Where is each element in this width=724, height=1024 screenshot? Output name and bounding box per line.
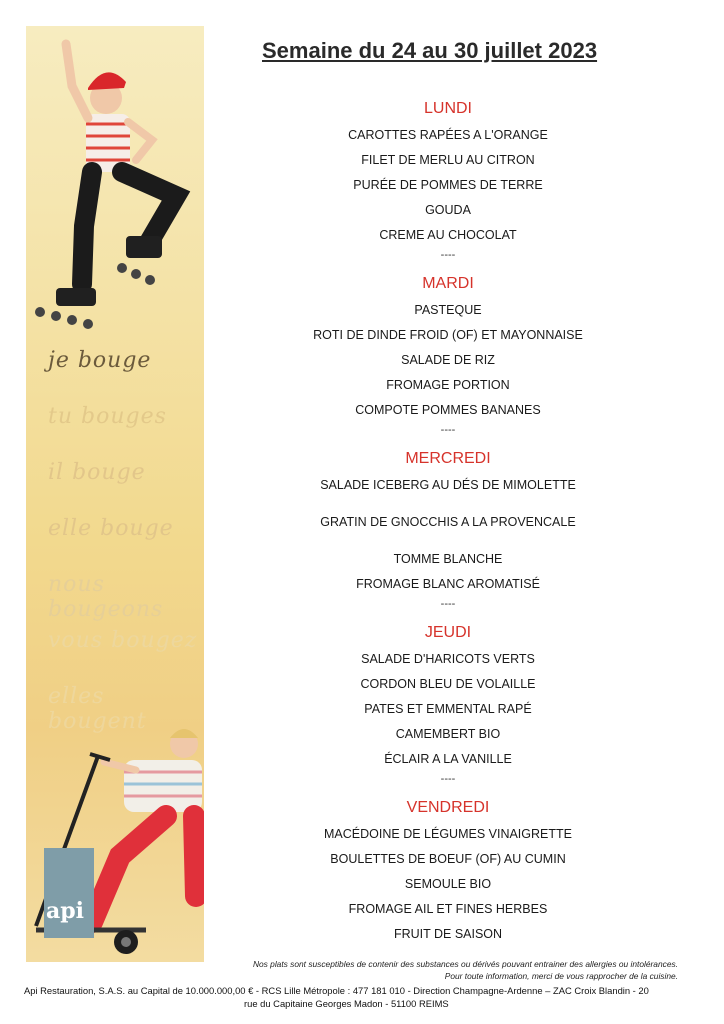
footer-line: rue du Capitaine Georges Madon - 51100 REIMS [244, 998, 449, 1009]
dish: FROMAGE AIL ET FINES HERBES [348, 902, 548, 916]
dish: SEMOULE BIO [404, 877, 492, 891]
script-text: tu bouges [48, 404, 167, 429]
day-separator: ---- [440, 598, 456, 610]
day-friday [272, 797, 624, 948]
decorative-banner [26, 26, 204, 962]
dish: PATES ET EMMENTAL RAPÉ [364, 702, 532, 716]
dish: FRUIT DE SAISON [393, 927, 503, 941]
day-thursday [272, 622, 624, 791]
page-title: Semaine du 24 au 30 juillet 2023 [262, 38, 598, 63]
company-footer [24, 984, 704, 1010]
dish: CORDON BLEU DE VOLAILLE [360, 677, 536, 691]
logo-text: api [46, 898, 84, 924]
dish: COMPOTE POMMES BANANES [355, 403, 541, 417]
dish: GOUDA [425, 203, 471, 217]
day-tuesday [272, 273, 624, 442]
allergy-disclaimer [198, 958, 678, 982]
day-heading: MARDI [422, 275, 474, 292]
day-heading: JEUDI [424, 624, 472, 641]
dish: PASTEQUE [414, 303, 482, 317]
skater-child [35, 44, 176, 329]
dish: ROTI DE DINDE FROID (OF) ET MAYONNAISE [313, 328, 583, 342]
day-separator: ---- [440, 424, 456, 436]
script-text: nous bougeons [48, 572, 164, 622]
script-text: elles bougent [48, 684, 147, 734]
dish: CREME AU CHOCOLAT [379, 228, 517, 242]
api-logo [44, 848, 94, 938]
day-monday [272, 98, 624, 267]
dish: ÉCLAIR A LA VANILLE [384, 752, 512, 766]
script-text: il bouge [48, 460, 146, 485]
dish: TOMME BLANCHE [393, 552, 503, 566]
dish: FILET DE MERLU AU CITRON [361, 153, 535, 167]
dish: CAROTTES RAPÉES A L'ORANGE [348, 128, 548, 142]
dish: FROMAGE PORTION [386, 378, 510, 392]
day-heading: LUNDI [423, 100, 472, 117]
dish: GRATIN DE GNOCCHIS A LA PROVENCALE [320, 515, 576, 529]
script-text: vous bougez [48, 628, 198, 653]
dish: MACÉDOINE DE LÉGUMES VINAIGRETTE [324, 827, 572, 841]
weekly-menu [272, 98, 624, 954]
day-separator: ---- [440, 249, 456, 261]
day-heading: MERCREDI [405, 450, 491, 467]
day-wednesday [272, 448, 624, 616]
footer-line: Api Restauration, S.A.S. au Capital de 10.000.000,00 € - RCS Lille Métropole : 477 181 010 - Direction Champagne-Ardenne – ZAC Croix Blandin - 20 [24, 985, 649, 996]
dish: PURÉE DE POMMES DE TERRE [353, 178, 543, 192]
script-text: elle bouge [48, 516, 174, 541]
disclaimer-line: Pour toute information, merci de vous rapprocher de la cuisine. [444, 971, 678, 981]
disclaimer-line: Nos plats sont susceptibles de contenir des substances ou dérivés pouvant entrainer des allergies ou intolérances. [252, 959, 678, 969]
dish: BOULETTES DE BOEUF (OF) AU CUMIN [330, 852, 566, 866]
dish: SALADE DE RIZ [401, 353, 495, 367]
children-illustration [26, 26, 204, 962]
day-heading: VENDREDI [406, 799, 490, 816]
dish: SALADE D'HARICOTS VERTS [361, 652, 535, 666]
dish: CAMEMBERT BIO [395, 727, 501, 741]
day-separator: ---- [440, 773, 456, 785]
dish: SALADE ICEBERG AU DÉS DE MIMOLETTE [320, 478, 576, 492]
dish: FROMAGE BLANC AROMATISÉ [356, 577, 540, 591]
script-text: je bouge [48, 348, 152, 373]
